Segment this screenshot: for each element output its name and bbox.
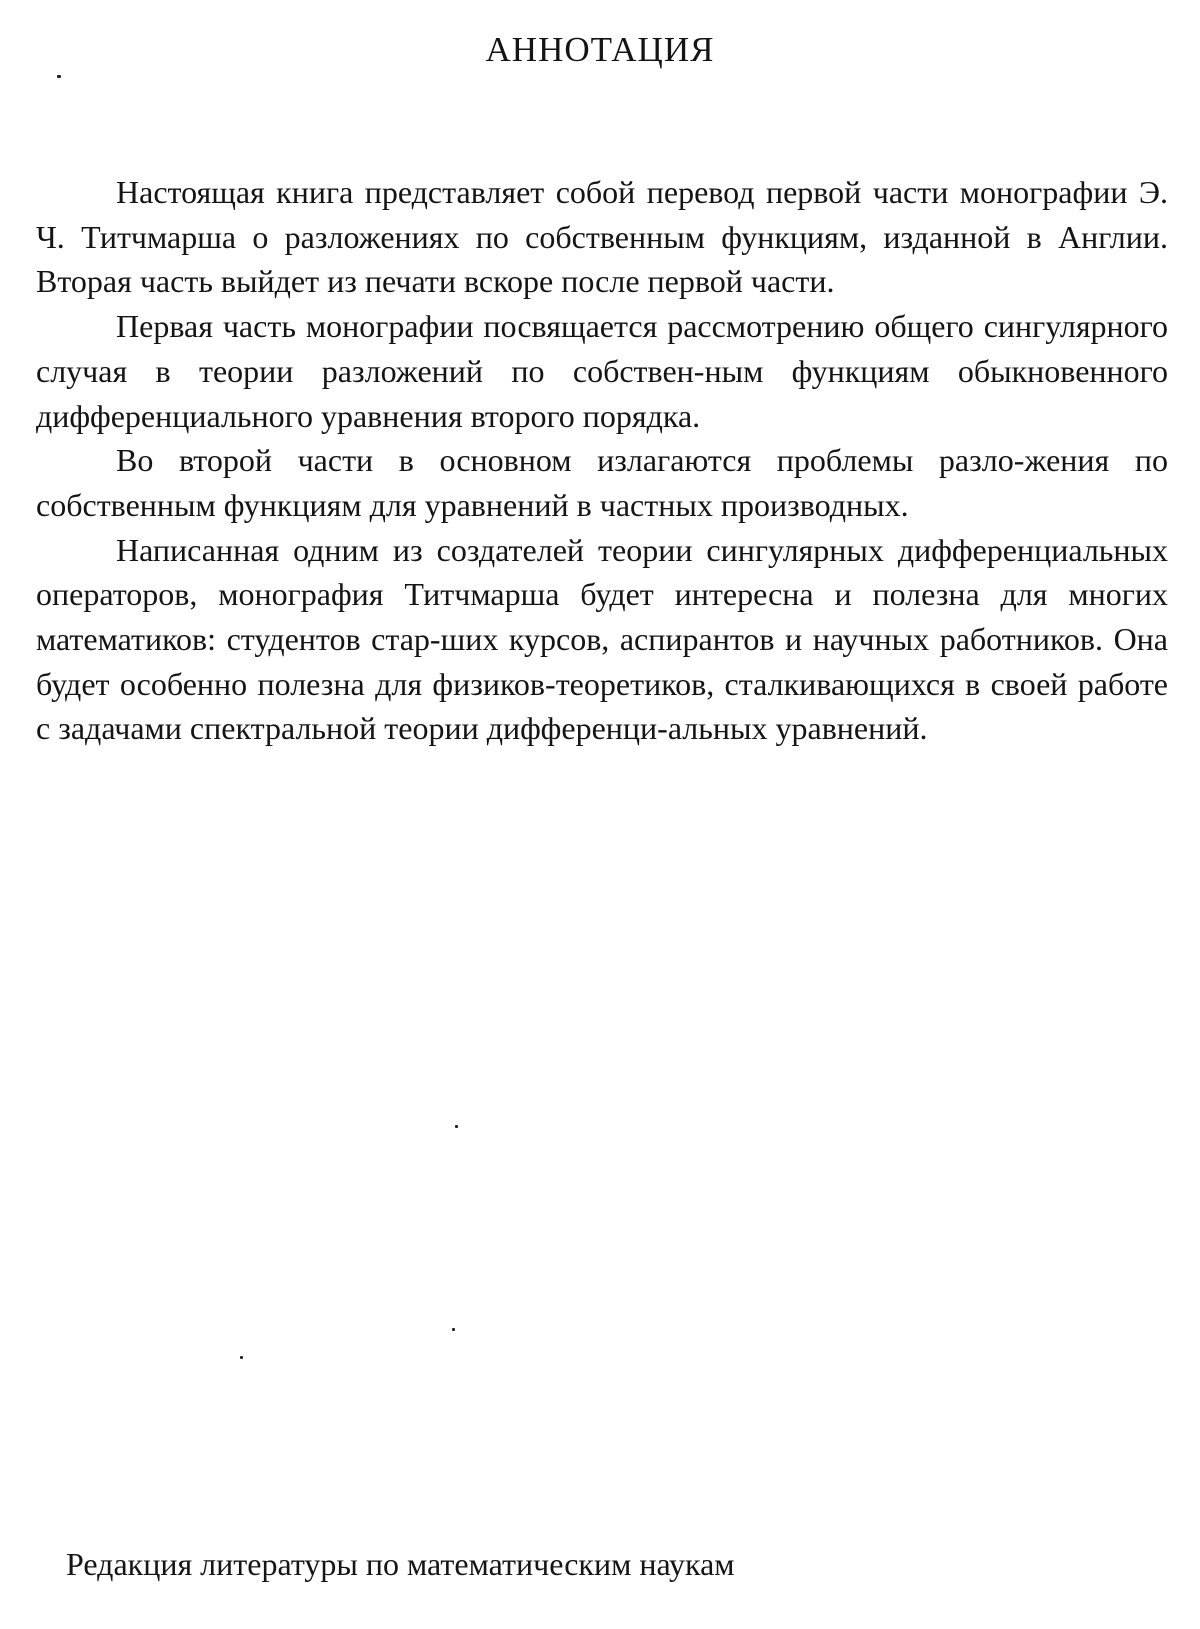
- scan-speck: [455, 1125, 458, 1128]
- annotation-body: [36, 170, 1168, 751]
- paragraph-4: Написанная одним из создателей теории сингулярных дифференциальных операторов, монография Титчмарша будет интересна и полезна для многих математиков: студентов стар-ших курсов, аспирантов и научных работников. Она будет особенно полезна для физиков-теоретиков, сталкивающихся в своей работе с задачами спектральной теории дифференци-альных уравнений.: [36, 531, 1168, 747]
- scan-speck: [240, 1356, 243, 1359]
- publisher-footer: Редакция литературы по математическим наукам: [66, 1546, 735, 1582]
- paragraph-3: Во второй части в основном излагаются проблемы разло-жения по собственным функциям для уравнений в частных производных.: [36, 442, 1168, 523]
- page-title: АННОТАЦИЯ: [485, 30, 715, 69]
- scan-speck: [452, 1328, 455, 1331]
- scan-speck: [57, 75, 61, 78]
- paragraph-1: Настоящая книга представляет собой перевод первой части монографии Э. Ч. Титчмарша о разложениях по собственным функциям, изданной в Англии. Вторая часть выйдет из печати вскоре после первой части.: [36, 174, 1168, 300]
- paragraph-2: Первая часть монографии посвящается рассмотрению общего сингулярного случая в теории разложений по собствен-ным функциям обыкновенного дифференциального уравнения второго порядка.: [36, 308, 1168, 434]
